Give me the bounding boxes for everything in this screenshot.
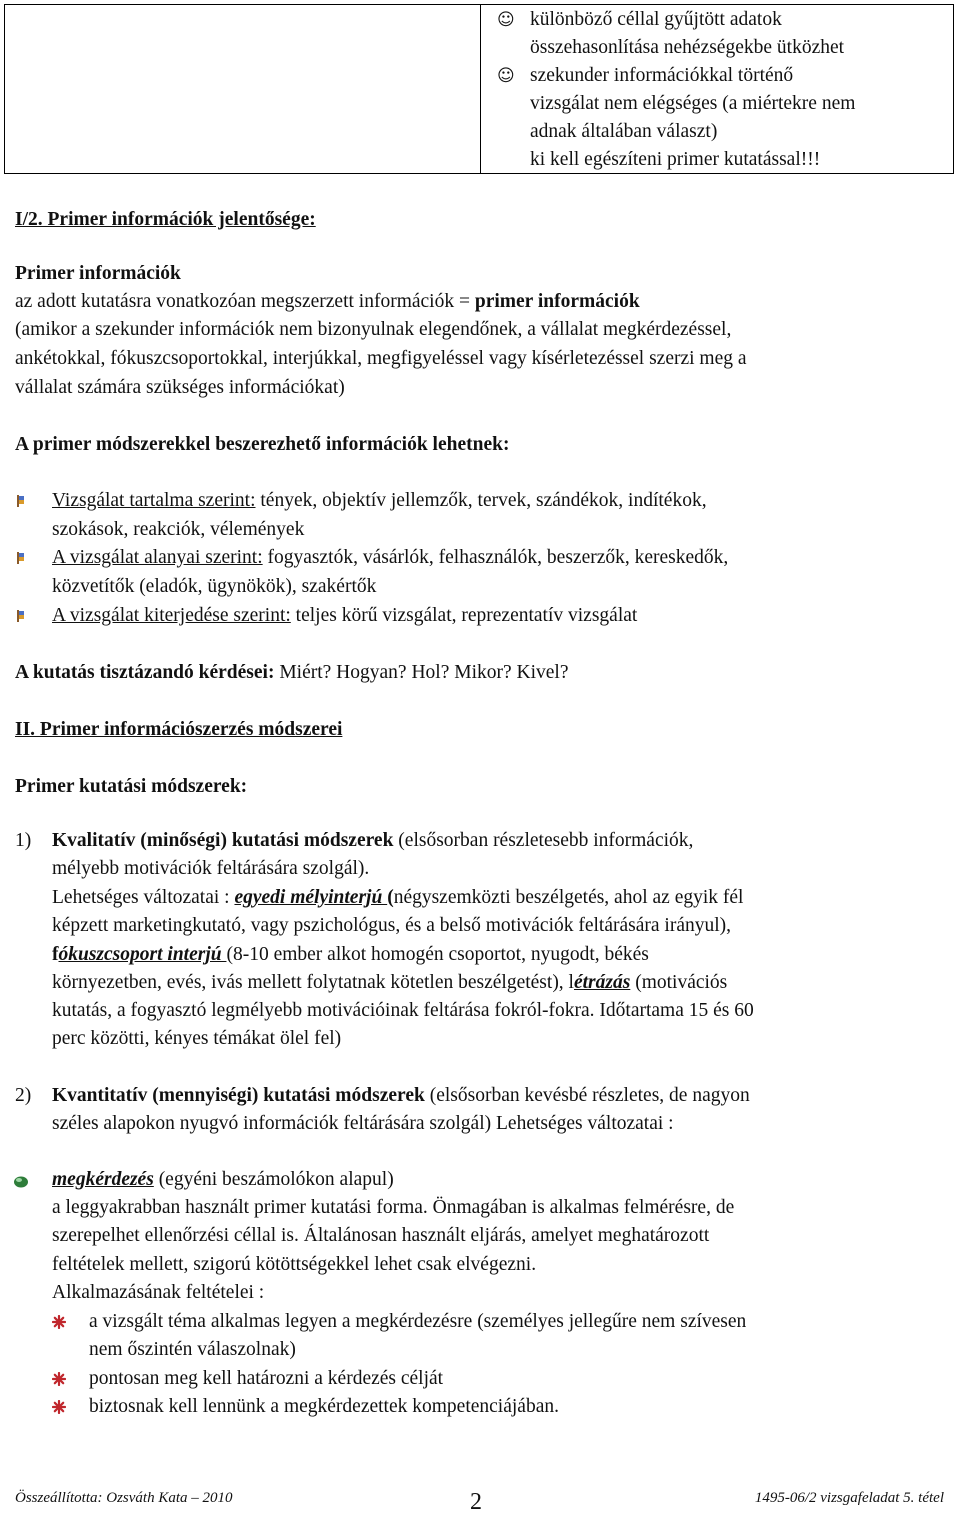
paragraph-line: fókuszcsoport interjú (8-10 ember alkot homogén csoportot, nyugodt, békés (52, 944, 649, 965)
paragraph-line: szerepelhet ellenőrzési céllal is. Általánosan használt eljárás, amelyet meghatározott (52, 1225, 710, 1246)
paragraph-line: ankétokkal, fókuszcsoportokkal, interjúkkal, megfigyeléssel vagy kísérletezéssel szerzi meg a (15, 348, 747, 369)
table-text: vizsgálat nem elégséges (a miértekre nem (530, 93, 856, 114)
condition-item: pontosan meg kell határozni a kérdezés célját (89, 1368, 444, 1389)
subheading: Primer információk (15, 263, 181, 284)
list-item: Vizsgálat tartalma szerint: tények, objektív jellemzők, tervek, szándékok, indítékok, (52, 490, 707, 511)
table-text: adnak általában választ) (530, 121, 718, 142)
subheading: Primer kutatási módszerek: (15, 776, 248, 797)
paragraph-line: képzett marketingkutató, vagy pszichológus, és a belső motivációk feltárására irányul), (52, 915, 732, 936)
flag-bullet-icon (15, 609, 25, 623)
research-questions: A kutatás tisztázandó kérdései: Miért? Hogyan? Hol? Mikor? Kivel? (15, 662, 569, 683)
item-number: 1) (15, 830, 32, 851)
star-bullet-icon (52, 1372, 66, 1386)
paragraph-line: széles alapokon nyugvó információk feltárására szolgál) Lehetséges változatai : (52, 1113, 674, 1134)
paragraph-line: mélyebb motivációk feltárására szolgál). (52, 858, 370, 879)
star-bullet-icon (52, 1315, 66, 1329)
section-heading: II. Primer információszerzés módszerei (15, 719, 343, 740)
list-item-cont: szokások, reakciók, vélemények (52, 519, 305, 540)
smiley-icon: ☺ (497, 10, 515, 30)
survey-title: megkérdezés (egyéni beszámolókon alapul) (52, 1169, 394, 1190)
item-title: Kvantitatív (mennyiségi) kutatási módszerek (elsősorban kevésbé részletes, de nagyon (52, 1085, 750, 1106)
table-text: összehasonlítása nehézségekbe ütközhet (530, 37, 845, 58)
paragraph-line: Lehetséges változatai : egyedi mélyinterjú (négyszemközti beszélgetés, ahol az egyik fél (52, 887, 744, 908)
list-heading: A primer módszerekkel beszerezhető információk lehetnek: (15, 434, 510, 455)
paragraph-line: kutatás, a fogyasztó legmélyebb motivációinak feltárása fokról-fokra. Időtartama 15 és 60 (52, 1000, 754, 1021)
condition-item: a vizsgált téma alkalmas legyen a megkérdezésre (személyes jellegűre nem szívesen (89, 1311, 747, 1332)
flag-bullet-icon (15, 494, 25, 508)
definition: az adott kutatásra vonatkozóan megszerzett információk = primer információk (15, 291, 640, 312)
smiley-icon: ☺ (497, 66, 515, 86)
list-item-cont: közvetítők (eladók, ügynökök), szakértők (52, 576, 377, 597)
condition-item: biztosnak kell lennünk a megkérdezettek kompetenciájában. (89, 1396, 559, 1417)
page-number: 2 (470, 1489, 482, 1515)
item-title: Kvalitatív (minőségi) kutatási módszerek (elsősorban részletesebb információk, (52, 830, 694, 851)
section-heading: I/2. Primer információk jelentősége: (15, 209, 316, 230)
table-text: különböző céllal gyűjtött adatok (530, 9, 782, 30)
footer-exam-ref: 1495-06/2 vizsgafeladat 5. tétel (754, 1490, 944, 1506)
table-divider (480, 5, 481, 173)
flag-bullet-icon (15, 551, 25, 565)
condition-item-cont: nem őszintén válaszolnak) (89, 1339, 296, 1360)
paragraph-line: Alkalmazásának feltételei : (52, 1282, 265, 1303)
paragraph-line: környezetben, evés, ivás mellett folytatnak kötetlen beszélgetést), létrázás (motivációs (52, 972, 728, 993)
paragraph-line: feltételek mellett, szigorú kötöttségekkel lehet csak elvégezni. (52, 1254, 537, 1275)
paragraph-line: perc közötti, kényes témákat ölel fel) (52, 1028, 342, 1049)
list-item: A vizsgálat alanyai szerint: fogyasztók, vásárlók, felhasználók, beszerzők, kereskedők, (52, 547, 729, 568)
paragraph-line: vállalat számára szükséges információkat) (15, 377, 345, 398)
ball-bullet-icon (13, 1174, 29, 1188)
footer-author: Összeállította: Ozsváth Kata – 2010 (15, 1490, 233, 1506)
table-text: ki kell egészíteni primer kutatással!!! (530, 149, 821, 170)
paragraph-line: (amikor a szekunder információk nem bizonyulnak elegendőnek, a vállalat megkérdezéssel, (15, 319, 732, 340)
item-number: 2) (15, 1085, 32, 1106)
star-bullet-icon (52, 1400, 66, 1414)
table-text: szekunder információkkal történő (530, 65, 794, 86)
paragraph-line: a leggyakrabban használt primer kutatási forma. Önmagában is alkalmas felmérésre, de (52, 1197, 735, 1218)
list-item: A vizsgálat kiterjedése szerint: teljes körű vizsgálat, reprezentatív vizsgálat (52, 605, 638, 626)
